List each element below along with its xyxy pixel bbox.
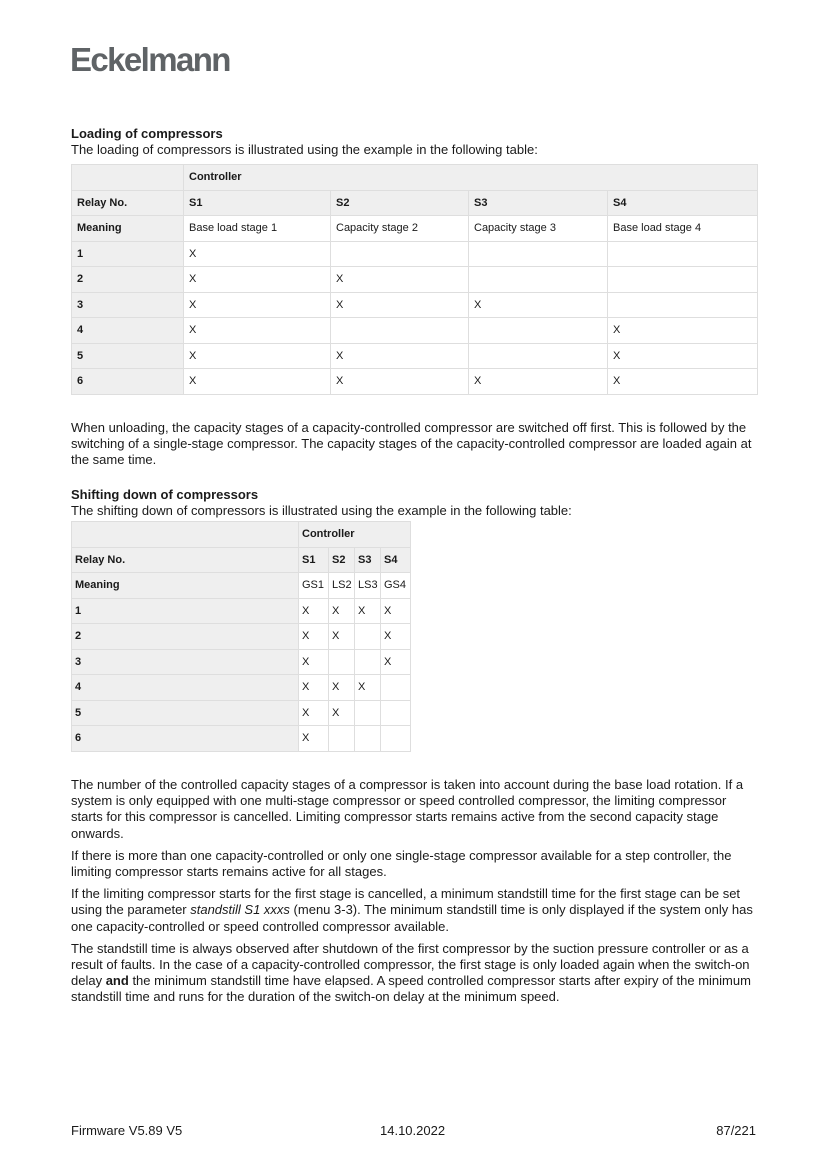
table-cell: X: [331, 267, 469, 293]
table-cell: X: [608, 369, 758, 395]
paragraph: [71, 941, 757, 1006]
table-cell: [608, 267, 758, 293]
table-header-row: [72, 547, 411, 573]
paragraph: [71, 886, 757, 935]
meaning-cell: GS4: [381, 573, 411, 599]
table-row: [72, 675, 411, 701]
column-header: S4: [608, 190, 758, 216]
table-row: [72, 649, 411, 675]
relay-number: 5: [72, 700, 299, 726]
table-cell: X: [329, 598, 355, 624]
loading-table: [71, 164, 758, 395]
header-cell: [72, 522, 299, 548]
table-cell: [331, 241, 469, 267]
relay-number: 4: [72, 318, 184, 344]
table-cell: X: [355, 598, 381, 624]
column-header: S3: [469, 190, 608, 216]
unloading-paragraph: When unloading, the capacity stages of a capacity-controlled compressor are switched off first. This is followed by the switching of a single-stage compressor. The capacity stages of the capacity-controlled compressor are loaded again at the same time.: [71, 420, 752, 468]
shifting-table: [71, 521, 411, 752]
table-cell: X: [469, 369, 608, 395]
section-intro: The shifting down of compressors is illustrated using the example in the following table:: [71, 503, 572, 518]
meaning-label: Meaning: [72, 573, 299, 599]
column-header: S1: [299, 547, 329, 573]
table-row: [72, 241, 758, 267]
table-cell: X: [184, 241, 331, 267]
meaning-cell: Capacity stage 2: [331, 216, 469, 242]
parameter-name: standstill S1 xxxs: [190, 902, 290, 918]
table-cell: X: [299, 700, 329, 726]
table-header-row: [72, 165, 758, 191]
table-cell: X: [329, 624, 355, 650]
table-row: [72, 598, 411, 624]
controller-header: Controller: [299, 522, 411, 548]
table-cell: X: [381, 649, 411, 675]
meaning-cell: Capacity stage 3: [469, 216, 608, 242]
header-cell: [72, 165, 184, 191]
table-cell: X: [299, 598, 329, 624]
table-cell: X: [331, 343, 469, 369]
table-cell: X: [469, 292, 608, 318]
relay-number: 4: [72, 675, 299, 701]
table-row: [72, 369, 758, 395]
table-cell: X: [331, 369, 469, 395]
paragraph: The number of the controlled capacity stages of a compressor is taken into account during the base load rotation. If a system is only equipped with one multi-stage compressor or speed controlled compressor, the limiting compressor starts for this compressor is cancelled. Limiting compressor starts remains active from the second capacity stage onwards.: [71, 777, 744, 841]
table-row: [72, 267, 758, 293]
relay-number: 3: [72, 292, 184, 318]
table-row: [72, 726, 411, 752]
table-cell: X: [608, 318, 758, 344]
table-cell: X: [331, 292, 469, 318]
eckelmann-logo: Eckelmann: [70, 41, 230, 78]
table-row: [72, 624, 411, 650]
relay-header: Relay No.: [72, 190, 184, 216]
loading-table-wrap: [71, 164, 757, 395]
table-cell: [381, 675, 411, 701]
table-header-row: [72, 522, 411, 548]
column-header: S2: [331, 190, 469, 216]
relay-number: 1: [72, 598, 299, 624]
table-header-row: [72, 190, 758, 216]
table-cell: X: [184, 369, 331, 395]
paragraph-text: (menu 3-3). The minimum standstill time is only displayed if the system only has one capacity-controlled or speed controlled compressor available.: [71, 902, 753, 934]
table-cell: [355, 649, 381, 675]
footer-firmware: Firmware V5.89 V5: [71, 1123, 183, 1138]
relay-number: 2: [72, 624, 299, 650]
column-header: S1: [184, 190, 331, 216]
table-cell: X: [381, 624, 411, 650]
relay-number: 3: [72, 649, 299, 675]
table-cell: X: [299, 624, 329, 650]
table-cell: [381, 700, 411, 726]
table-cell: [608, 241, 758, 267]
table-row: [72, 292, 758, 318]
paragraph-text: If the limiting compressor starts for the first stage is cancelled, a minimum standstill time for the first stage can be set using the parameter: [71, 886, 741, 918]
section-intro: The loading of compressors is illustrated using the example in the following table:: [71, 142, 538, 157]
meaning-cell: Base load stage 1: [184, 216, 331, 242]
table-cell: X: [184, 292, 331, 318]
footer-date: 14.10.2022: [380, 1123, 446, 1138]
section-title: Shifting down of compressors: [71, 487, 259, 502]
meaning-cell: LS3: [355, 573, 381, 599]
paragraph-text: The standstill time is always observed after shutdown of the first compressor by the suction pressure controller or as a result of faults. In the case of a capacity-controlled compressor, the first stage is only loaded again when the switch-on delay: [71, 940, 750, 989]
table-cell: [469, 267, 608, 293]
table-row: [72, 318, 758, 344]
relay-number: 6: [72, 726, 299, 752]
table-cell: X: [608, 343, 758, 369]
relay-number: 1: [72, 241, 184, 267]
relay-header: Relay No.: [72, 547, 299, 573]
table-row: [72, 700, 411, 726]
table-cell: [381, 726, 411, 752]
meaning-row: [72, 216, 758, 242]
meaning-row: [72, 573, 411, 599]
table-cell: X: [329, 700, 355, 726]
controller-header: Controller: [184, 165, 758, 191]
table-cell: X: [299, 726, 329, 752]
table-cell: [355, 726, 381, 752]
table-cell: [608, 292, 758, 318]
relay-number: 2: [72, 267, 184, 293]
table-cell: [355, 700, 381, 726]
table-cell: [329, 649, 355, 675]
table-cell: [331, 318, 469, 344]
paragraph-text: the minimum standstill time have elapsed. A speed controlled compressor starts after expiry of the minimum standstill time and runs for the duration of the switch-on delay at the minimum speed.: [71, 973, 751, 1005]
table-cell: X: [381, 598, 411, 624]
table-cell: X: [299, 675, 329, 701]
meaning-cell: GS1: [299, 573, 329, 599]
meaning-cell: LS2: [329, 573, 355, 599]
table-cell: [469, 241, 608, 267]
table-cell: X: [184, 318, 331, 344]
table-row: [72, 343, 758, 369]
shifting-table-wrap: [71, 521, 757, 752]
table-cell: [355, 624, 381, 650]
table-cell: [329, 726, 355, 752]
section-shifting-down: [71, 487, 757, 519]
body-paragraphs: [71, 777, 757, 1006]
column-header: S3: [355, 547, 381, 573]
table-cell: X: [299, 649, 329, 675]
emphasis: and: [105, 973, 129, 989]
table-cell: X: [329, 675, 355, 701]
relay-number: 5: [72, 343, 184, 369]
meaning-label: Meaning: [72, 216, 184, 242]
section-title: Loading of compressors: [71, 126, 223, 141]
table-cell: [469, 318, 608, 344]
unloading-paragraph-wrap: [71, 420, 757, 469]
paragraph: If there is more than one capacity-controlled or only one single-stage compressor available for a step controller, the limiting compressor starts remains active for all stages.: [71, 847, 732, 880]
column-header: S2: [329, 547, 355, 573]
column-header: S4: [381, 547, 411, 573]
table-cell: [469, 343, 608, 369]
table-cell: X: [184, 343, 331, 369]
footer-page-number: 87/221: [716, 1123, 756, 1138]
relay-number: 6: [72, 369, 184, 395]
section-loading: [71, 126, 757, 158]
meaning-cell: Base load stage 4: [608, 216, 758, 242]
table-cell: X: [355, 675, 381, 701]
table-cell: X: [184, 267, 331, 293]
